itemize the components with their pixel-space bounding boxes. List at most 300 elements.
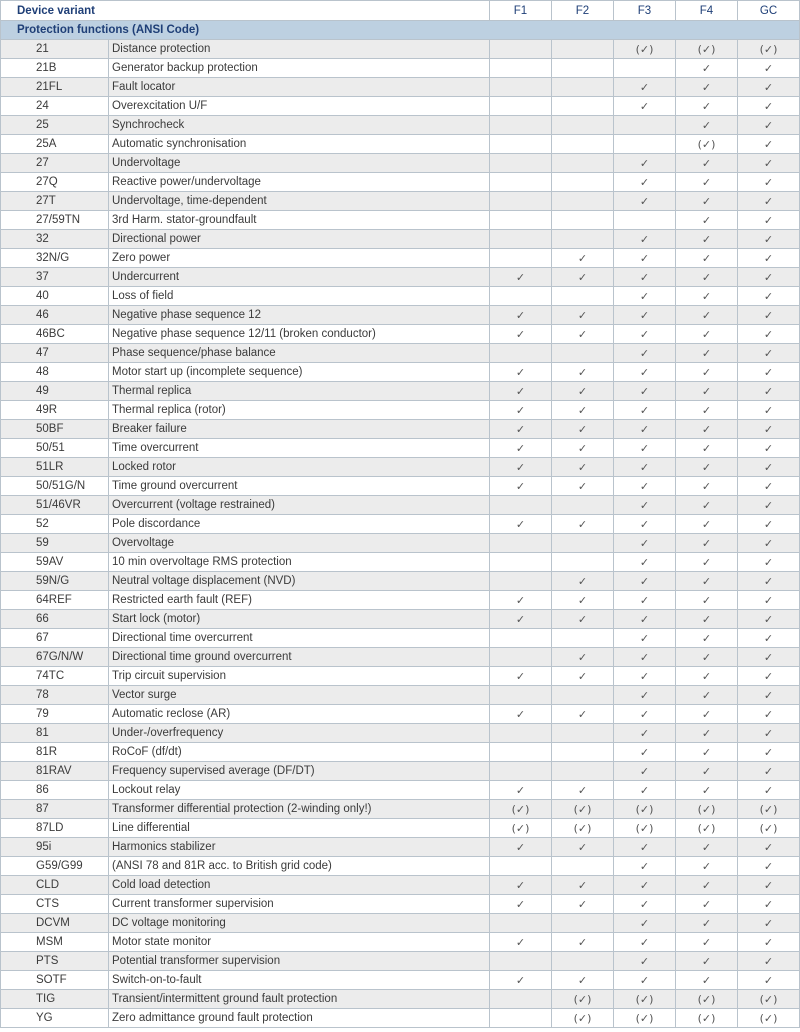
- function-name: Automatic synchronisation: [109, 135, 490, 154]
- function-name: Generator backup protection: [109, 59, 490, 78]
- ansi-code: YG: [1, 1009, 109, 1028]
- check-mark-icon: [490, 629, 552, 648]
- check-mark-icon: [614, 211, 676, 230]
- check-mark-icon: [490, 173, 552, 192]
- table-row: [1, 515, 800, 534]
- function-name: Negative phase sequence 12/11 (broken conductor): [109, 325, 490, 344]
- table-row: [1, 97, 800, 116]
- check-mark-icon: (✓): [738, 800, 800, 819]
- check-mark-icon: ✓: [614, 401, 676, 420]
- check-mark-icon: [552, 230, 614, 249]
- function-name: Harmonics stabilizer: [109, 838, 490, 857]
- ansi-code: 50/51G/N: [1, 477, 109, 496]
- check-mark-icon: ✓: [738, 401, 800, 420]
- check-mark-icon: ✓: [676, 534, 738, 553]
- ansi-code: 87: [1, 800, 109, 819]
- check-mark-icon: [490, 230, 552, 249]
- check-mark-icon: ✓: [552, 781, 614, 800]
- ansi-code: 48: [1, 363, 109, 382]
- check-mark-icon: ✓: [738, 211, 800, 230]
- function-name: Breaker failure: [109, 420, 490, 439]
- check-mark-icon: ✓: [738, 610, 800, 629]
- check-mark-icon: ✓: [676, 591, 738, 610]
- check-mark-icon: ✓: [738, 268, 800, 287]
- check-mark-icon: ✓: [614, 287, 676, 306]
- check-mark-icon: ✓: [490, 705, 552, 724]
- check-mark-icon: [552, 211, 614, 230]
- check-mark-icon: [552, 40, 614, 59]
- function-name: RoCoF (df/dt): [109, 743, 490, 762]
- function-name: Under-/overfrequency: [109, 724, 490, 743]
- check-mark-icon: ✓: [614, 515, 676, 534]
- check-mark-icon: [552, 534, 614, 553]
- check-mark-icon: ✓: [738, 192, 800, 211]
- check-mark-icon: (✓): [552, 1009, 614, 1028]
- check-mark-icon: ✓: [738, 135, 800, 154]
- ansi-code: PTS: [1, 952, 109, 971]
- check-mark-icon: ✓: [738, 78, 800, 97]
- check-mark-icon: ✓: [490, 591, 552, 610]
- table-row: [1, 363, 800, 382]
- table-row: [1, 458, 800, 477]
- check-mark-icon: ✓: [490, 933, 552, 952]
- check-mark-icon: [490, 648, 552, 667]
- check-mark-icon: ✓: [490, 838, 552, 857]
- check-mark-icon: [552, 173, 614, 192]
- check-mark-icon: [552, 59, 614, 78]
- check-mark-icon: [490, 192, 552, 211]
- check-mark-icon: ✓: [552, 971, 614, 990]
- check-mark-icon: [552, 743, 614, 762]
- check-mark-icon: [490, 914, 552, 933]
- check-mark-icon: ✓: [490, 363, 552, 382]
- ansi-code: 21B: [1, 59, 109, 78]
- table-row: [1, 477, 800, 496]
- check-mark-icon: ✓: [490, 382, 552, 401]
- table-row: [1, 876, 800, 895]
- check-mark-icon: ✓: [552, 705, 614, 724]
- check-mark-icon: ✓: [490, 610, 552, 629]
- check-mark-icon: ✓: [614, 439, 676, 458]
- check-mark-icon: ✓: [490, 439, 552, 458]
- check-mark-icon: [490, 724, 552, 743]
- check-mark-icon: ✓: [614, 534, 676, 553]
- check-mark-icon: [490, 154, 552, 173]
- check-mark-icon: ✓: [614, 458, 676, 477]
- check-mark-icon: ✓: [676, 363, 738, 382]
- check-mark-icon: ✓: [676, 249, 738, 268]
- function-name: Overexcitation U/F: [109, 97, 490, 116]
- ansi-code: 86: [1, 781, 109, 800]
- check-mark-icon: ✓: [552, 591, 614, 610]
- check-mark-icon: ✓: [738, 249, 800, 268]
- check-mark-icon: ✓: [552, 306, 614, 325]
- check-mark-icon: ✓: [614, 933, 676, 952]
- check-mark-icon: ✓: [676, 667, 738, 686]
- check-mark-icon: ✓: [676, 78, 738, 97]
- check-mark-icon: ✓: [614, 971, 676, 990]
- check-mark-icon: ✓: [490, 420, 552, 439]
- check-mark-icon: ✓: [738, 591, 800, 610]
- check-mark-icon: ✓: [738, 705, 800, 724]
- check-mark-icon: ✓: [676, 192, 738, 211]
- check-mark-icon: [490, 344, 552, 363]
- table-row: [1, 572, 800, 591]
- check-mark-icon: ✓: [614, 743, 676, 762]
- check-mark-icon: ✓: [676, 629, 738, 648]
- table-row: [1, 933, 800, 952]
- table-row: [1, 59, 800, 78]
- table-row: [1, 705, 800, 724]
- check-mark-icon: (✓): [614, 990, 676, 1009]
- ansi-code: 81: [1, 724, 109, 743]
- function-name: Fault locator: [109, 78, 490, 97]
- check-mark-icon: ✓: [552, 648, 614, 667]
- function-name: DC voltage monitoring: [109, 914, 490, 933]
- check-mark-icon: ✓: [738, 572, 800, 591]
- check-mark-icon: ✓: [676, 895, 738, 914]
- table-row: [1, 667, 800, 686]
- table-row: [1, 800, 800, 819]
- table-row: [1, 610, 800, 629]
- check-mark-icon: ✓: [676, 211, 738, 230]
- section-row: [1, 21, 800, 40]
- table-row: [1, 686, 800, 705]
- check-mark-icon: [614, 116, 676, 135]
- function-name: Neutral voltage displacement (NVD): [109, 572, 490, 591]
- table-row: [1, 230, 800, 249]
- ansi-code: 46BC: [1, 325, 109, 344]
- function-name: Trip circuit supervision: [109, 667, 490, 686]
- check-mark-icon: ✓: [738, 933, 800, 952]
- check-mark-icon: (✓): [552, 800, 614, 819]
- table-row: [1, 648, 800, 667]
- check-mark-icon: [490, 990, 552, 1009]
- check-mark-icon: ✓: [676, 306, 738, 325]
- function-name: Potential transformer supervision: [109, 952, 490, 971]
- check-mark-icon: (✓): [552, 819, 614, 838]
- function-name: Loss of field: [109, 287, 490, 306]
- check-mark-icon: ✓: [738, 781, 800, 800]
- ansi-code: 87LD: [1, 819, 109, 838]
- ansi-code: 49R: [1, 401, 109, 420]
- check-mark-icon: ✓: [738, 553, 800, 572]
- ansi-code: 24: [1, 97, 109, 116]
- table-row: [1, 439, 800, 458]
- check-mark-icon: ✓: [552, 363, 614, 382]
- table-row: [1, 496, 800, 515]
- check-mark-icon: ✓: [738, 648, 800, 667]
- check-mark-icon: ✓: [738, 952, 800, 971]
- check-mark-icon: ✓: [676, 971, 738, 990]
- function-name: Vector surge: [109, 686, 490, 705]
- check-mark-icon: ✓: [738, 515, 800, 534]
- check-mark-icon: [552, 496, 614, 515]
- check-mark-icon: (✓): [676, 990, 738, 1009]
- ansi-code: 40: [1, 287, 109, 306]
- function-name: (ANSI 78 and 81R acc. to British grid code): [109, 857, 490, 876]
- function-name: Directional time overcurrent: [109, 629, 490, 648]
- check-mark-icon: (✓): [676, 135, 738, 154]
- check-mark-icon: ✓: [738, 838, 800, 857]
- table-row: [1, 838, 800, 857]
- check-mark-icon: (✓): [552, 990, 614, 1009]
- check-mark-icon: ✓: [614, 382, 676, 401]
- function-name: Lockout relay: [109, 781, 490, 800]
- check-mark-icon: [490, 553, 552, 572]
- ansi-code: 21FL: [1, 78, 109, 97]
- function-name: Overvoltage: [109, 534, 490, 553]
- check-mark-icon: [490, 287, 552, 306]
- ansi-code: 27: [1, 154, 109, 173]
- table-row: [1, 895, 800, 914]
- check-mark-icon: ✓: [552, 933, 614, 952]
- function-name: Time overcurrent: [109, 439, 490, 458]
- check-mark-icon: (✓): [676, 800, 738, 819]
- header-row: [1, 1, 800, 21]
- check-mark-icon: ✓: [552, 382, 614, 401]
- ansi-code: G59/G99: [1, 857, 109, 876]
- function-name: Negative phase sequence 12: [109, 306, 490, 325]
- table-row: [1, 40, 800, 59]
- check-mark-icon: ✓: [738, 857, 800, 876]
- ansi-code: SOTF: [1, 971, 109, 990]
- check-mark-icon: ✓: [614, 363, 676, 382]
- table-row: [1, 325, 800, 344]
- function-name: 10 min overvoltage RMS protection: [109, 553, 490, 572]
- ansi-code: MSM: [1, 933, 109, 952]
- table-row: [1, 420, 800, 439]
- check-mark-icon: ✓: [614, 154, 676, 173]
- ansi-code: 32N/G: [1, 249, 109, 268]
- check-mark-icon: (✓): [738, 990, 800, 1009]
- check-mark-icon: ✓: [614, 306, 676, 325]
- check-mark-icon: ✓: [738, 325, 800, 344]
- ansi-code: DCVM: [1, 914, 109, 933]
- ansi-code: 25A: [1, 135, 109, 154]
- check-mark-icon: ✓: [676, 173, 738, 192]
- check-mark-icon: ✓: [614, 610, 676, 629]
- check-mark-icon: ✓: [738, 306, 800, 325]
- check-mark-icon: ✓: [676, 420, 738, 439]
- table-row: [1, 724, 800, 743]
- ansi-code: 81R: [1, 743, 109, 762]
- check-mark-icon: [490, 78, 552, 97]
- function-name: Pole discordance: [109, 515, 490, 534]
- check-mark-icon: ✓: [614, 952, 676, 971]
- check-mark-icon: [490, 116, 552, 135]
- check-mark-icon: [552, 686, 614, 705]
- variant-header-f3: F3: [614, 1, 676, 21]
- check-mark-icon: ✓: [676, 496, 738, 515]
- table-row: [1, 857, 800, 876]
- function-name: Directional power: [109, 230, 490, 249]
- check-mark-icon: ✓: [676, 876, 738, 895]
- check-mark-icon: ✓: [614, 838, 676, 857]
- function-name: Phase sequence/phase balance: [109, 344, 490, 363]
- check-mark-icon: ✓: [614, 591, 676, 610]
- check-mark-icon: ✓: [676, 458, 738, 477]
- check-mark-icon: ✓: [614, 914, 676, 933]
- check-mark-icon: ✓: [614, 876, 676, 895]
- ansi-code: 78: [1, 686, 109, 705]
- check-mark-icon: ✓: [552, 458, 614, 477]
- ansi-code: 52: [1, 515, 109, 534]
- check-mark-icon: ✓: [614, 857, 676, 876]
- check-mark-icon: ✓: [552, 268, 614, 287]
- table-row: [1, 629, 800, 648]
- ansi-code: 64REF: [1, 591, 109, 610]
- ansi-code: 66: [1, 610, 109, 629]
- check-mark-icon: ✓: [738, 686, 800, 705]
- function-name: Transient/intermittent ground fault protection: [109, 990, 490, 1009]
- function-name: Frequency supervised average (DF/DT): [109, 762, 490, 781]
- check-mark-icon: ✓: [738, 439, 800, 458]
- function-name: Zero admittance ground fault protection: [109, 1009, 490, 1028]
- table-row: [1, 249, 800, 268]
- check-mark-icon: [552, 135, 614, 154]
- check-mark-icon: ✓: [738, 629, 800, 648]
- check-mark-icon: ✓: [614, 97, 676, 116]
- check-mark-icon: ✓: [676, 154, 738, 173]
- check-mark-icon: ✓: [614, 572, 676, 591]
- table-row: [1, 401, 800, 420]
- check-mark-icon: [490, 1009, 552, 1028]
- check-mark-icon: [552, 154, 614, 173]
- function-name: Cold load detection: [109, 876, 490, 895]
- check-mark-icon: ✓: [490, 477, 552, 496]
- check-mark-icon: ✓: [552, 439, 614, 458]
- check-mark-icon: [552, 287, 614, 306]
- check-mark-icon: ✓: [552, 838, 614, 857]
- check-mark-icon: ✓: [552, 876, 614, 895]
- check-mark-icon: ✓: [490, 876, 552, 895]
- check-mark-icon: ✓: [614, 648, 676, 667]
- check-mark-icon: [490, 249, 552, 268]
- ansi-code: 51LR: [1, 458, 109, 477]
- ansi-code: 50BF: [1, 420, 109, 439]
- check-mark-icon: ✓: [676, 686, 738, 705]
- check-mark-icon: [552, 629, 614, 648]
- check-mark-icon: ✓: [676, 838, 738, 857]
- check-mark-icon: ✓: [614, 895, 676, 914]
- variant-header-f4: F4: [676, 1, 738, 21]
- check-mark-icon: (✓): [490, 819, 552, 838]
- table-row: [1, 952, 800, 971]
- check-mark-icon: ✓: [676, 648, 738, 667]
- check-mark-icon: ✓: [614, 173, 676, 192]
- ansi-code: 59: [1, 534, 109, 553]
- section-title: Protection functions (ANSI Code): [1, 21, 800, 40]
- check-mark-icon: ✓: [738, 914, 800, 933]
- check-mark-icon: ✓: [676, 610, 738, 629]
- check-mark-icon: [490, 496, 552, 515]
- check-mark-icon: ✓: [676, 933, 738, 952]
- check-mark-icon: [552, 762, 614, 781]
- check-mark-icon: ✓: [676, 762, 738, 781]
- check-mark-icon: ✓: [738, 382, 800, 401]
- ansi-code: 25: [1, 116, 109, 135]
- table-row: [1, 534, 800, 553]
- table-row: [1, 743, 800, 762]
- check-mark-icon: ✓: [552, 325, 614, 344]
- function-name: Motor start up (incomplete sequence): [109, 363, 490, 382]
- ansi-code: 59AV: [1, 553, 109, 572]
- table-row: [1, 287, 800, 306]
- function-name: Distance protection: [109, 40, 490, 59]
- check-mark-icon: ✓: [676, 914, 738, 933]
- check-mark-icon: ✓: [676, 401, 738, 420]
- check-mark-icon: ✓: [614, 192, 676, 211]
- check-mark-icon: ✓: [614, 477, 676, 496]
- table-row: [1, 781, 800, 800]
- ansi-code: 67G/N/W: [1, 648, 109, 667]
- check-mark-icon: ✓: [614, 230, 676, 249]
- check-mark-icon: (✓): [614, 40, 676, 59]
- check-mark-icon: ✓: [676, 59, 738, 78]
- check-mark-icon: (✓): [738, 819, 800, 838]
- check-mark-icon: (✓): [676, 1009, 738, 1028]
- check-mark-icon: ✓: [676, 230, 738, 249]
- function-name: Reactive power/undervoltage: [109, 173, 490, 192]
- check-mark-icon: ✓: [738, 876, 800, 895]
- device-variant-heading: Device variant: [1, 1, 490, 21]
- check-mark-icon: ✓: [614, 344, 676, 363]
- check-mark-icon: [490, 534, 552, 553]
- check-mark-icon: [490, 762, 552, 781]
- check-mark-icon: ✓: [490, 515, 552, 534]
- check-mark-icon: ✓: [614, 325, 676, 344]
- variant-header-f2: F2: [552, 1, 614, 21]
- check-mark-icon: ✓: [676, 287, 738, 306]
- check-mark-icon: ✓: [490, 401, 552, 420]
- check-mark-icon: ✓: [614, 249, 676, 268]
- ansi-code: 74TC: [1, 667, 109, 686]
- check-mark-icon: ✓: [738, 667, 800, 686]
- variant-header-f1: F1: [490, 1, 552, 21]
- table-row: [1, 173, 800, 192]
- function-name: Start lock (motor): [109, 610, 490, 629]
- check-mark-icon: ✓: [738, 230, 800, 249]
- function-name: Synchrocheck: [109, 116, 490, 135]
- check-mark-icon: ✓: [614, 705, 676, 724]
- check-mark-icon: ✓: [614, 667, 676, 686]
- check-mark-icon: [490, 211, 552, 230]
- table-row: [1, 914, 800, 933]
- check-mark-icon: ✓: [738, 477, 800, 496]
- check-mark-icon: [552, 116, 614, 135]
- check-mark-icon: ✓: [676, 952, 738, 971]
- function-name: Current transformer supervision: [109, 895, 490, 914]
- check-mark-icon: ✓: [552, 895, 614, 914]
- table-row: [1, 135, 800, 154]
- check-mark-icon: ✓: [738, 762, 800, 781]
- table-row: [1, 268, 800, 287]
- check-mark-icon: ✓: [738, 971, 800, 990]
- check-mark-icon: ✓: [676, 515, 738, 534]
- check-mark-icon: ✓: [676, 325, 738, 344]
- table-row: [1, 990, 800, 1009]
- table-row: [1, 192, 800, 211]
- ansi-code: TIG: [1, 990, 109, 1009]
- check-mark-icon: ✓: [490, 458, 552, 477]
- check-mark-icon: ✓: [676, 439, 738, 458]
- check-mark-icon: ✓: [738, 59, 800, 78]
- function-name: Automatic reclose (AR): [109, 705, 490, 724]
- check-mark-icon: ✓: [614, 629, 676, 648]
- check-mark-icon: (✓): [614, 819, 676, 838]
- function-name: Directional time ground overcurrent: [109, 648, 490, 667]
